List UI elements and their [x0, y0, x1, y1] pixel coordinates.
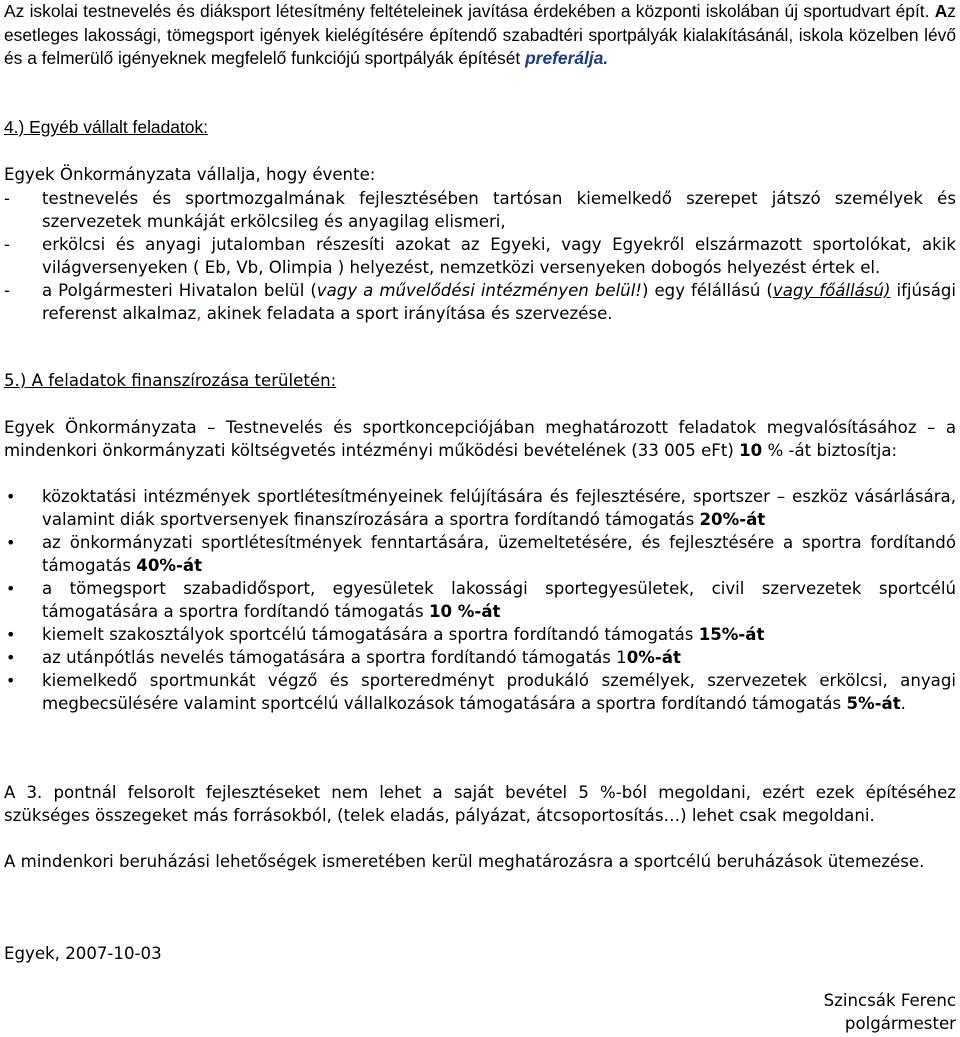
signer-title: polgármester: [844, 1014, 956, 1033]
section5-paragraph-bold: 10: [739, 441, 763, 460]
list-item: [4, 623, 956, 646]
bullet-marker: •: [6, 625, 16, 644]
signature-block: [4, 989, 956, 1035]
list-item: [4, 279, 956, 325]
list-item-italic: vagy a művelődési intézményen belül!: [316, 281, 642, 300]
section5-paragraph-text: Egyek Önkormányzata – Testnevelés és sportkoncepciójában meghatározott feladatok megvalósításához – a mindenkori önkormányzati költségvetés intézményi működési bevételének (33 005 eFt): [4, 418, 956, 460]
section5-paragraph-text: % -át biztosítja:: [762, 441, 898, 460]
intro-text-part2: z esetleges lakossági, tömegsport igények kielégítésére építendő szabadtéri sportpályák kialakításánál, iskola közelben lévő és a felmerülő igényeknek megfelelő funkciójú sportpályák építését: [4, 1, 956, 68]
list-item-text: testnevelés és sportmozgalmának fejlesztésében tartósan kiemelkedő szerepet játszó személyek és szervezetek munkáját erkölcsileg és anyagilag elismeri,: [42, 189, 956, 231]
section5-heading-number: 5.): [4, 371, 27, 390]
list-item: [4, 669, 956, 715]
list-item: [4, 577, 956, 623]
bullet-marker: •: [6, 579, 16, 598]
dash-marker: -: [4, 281, 10, 300]
list-item-bold: 10 %-át: [428, 602, 501, 621]
section4-list: [4, 187, 956, 325]
intro-paragraph: [4, 0, 956, 71]
section4-heading: [4, 116, 956, 140]
closing-paragraph-2-text: A mindenkori beruházási lehetőségek ismeretében kerül meghatározásra a sportcélú beruházások ütemezése.: [4, 852, 925, 871]
bullet-marker: •: [6, 487, 16, 506]
list-item: [4, 646, 956, 669]
section5-paragraph: [4, 416, 956, 462]
list-item-bold: 20%-át: [699, 510, 766, 529]
intro-text-part1: Az iskolai testnevelés és diáksport létesítmény feltételeinek javítása érdekében a központi iskolában új sportudvart épít.: [4, 1, 935, 21]
list-item-bold: 5%-át: [846, 694, 901, 713]
list-item-text: az utánpótlás nevelés támogatására a sportra fordítandó támogatás 1: [42, 648, 627, 667]
list-item-text: ifjúsági referenst alkalmaz: [42, 281, 957, 323]
bullet-marker: •: [6, 648, 16, 667]
list-item-text: a Polgármesteri Hivatalon belül (: [42, 281, 317, 300]
list-item-text: akinek feladata a sport irányítása és szervezése.: [201, 304, 613, 323]
bullet-marker: •: [6, 671, 16, 690]
section4-heading-text: 4.) Egyéb vállalt feladatok:: [4, 117, 208, 137]
section5-heading: [4, 369, 956, 392]
bullet-marker: •: [6, 533, 16, 552]
list-item-text: kiemelkedő sportmunkát végző és sporteredményt produkáló személyek, szervezetek erkölcsi, anyagi megbecsülésére valamint sportcélú vállalkozások támogatására a sportra fordítandó támogatás: [42, 671, 956, 713]
intro-capital-a: A: [934, 1, 948, 21]
signer-name: Szincsák Ferenc: [823, 991, 956, 1010]
place-date-text: Egyek, 2007-10-03: [4, 944, 162, 963]
list-item-bold: 40%-át: [136, 556, 203, 575]
list-item-text: erkölcsi és anyagi jutalomban részesíti azokat az Egyeki, vagy Egyekről elszármazott sportolókat, akik világversenyeken ( Eb, Vb, Olimpia ) helyezést, nemzetközi versenyeken dobogós helyezést értek el.: [42, 235, 956, 277]
closing-paragraph-1: [4, 781, 956, 827]
list-item-text: ) egy félállású (: [641, 281, 773, 300]
list-item-tail: .: [900, 694, 906, 713]
section5-heading-text: A feladatok finanszírozása területén:: [26, 371, 337, 390]
list-item-text: kiemelt szakosztályok sportcélú támogatására a sportra fordítandó támogatás: [42, 625, 699, 644]
list-item-italic-underlined: vagy főállású): [772, 281, 891, 300]
section5-bullet-list: [4, 485, 956, 715]
section4-lead: [4, 163, 956, 186]
dash-marker: -: [4, 235, 10, 254]
closing-paragraph-1-text: A 3. pontnál felsorolt fejlesztéseket nem lehet a saját bevétel 5 %-ból megoldani, ezért ezek építéséhez szükséges összegeket más forrásokból, (telek eladás, pályázat, átcsoportosítás…) lehet csak megoldani.: [4, 783, 956, 825]
list-item-bold: 0%-át: [626, 648, 681, 667]
section4-lead-text: Egyek Önkormányzata vállalja, hogy évente:: [4, 165, 376, 184]
place-date: [4, 942, 956, 965]
list-item-bold: 15%-át: [698, 625, 765, 644]
closing-paragraph-2: [4, 850, 956, 873]
list-item: [4, 187, 956, 233]
list-item: [4, 485, 956, 531]
list-item-text: az önkormányzati sportlétesítmények fenntartására, üzemeltetésére, és fejlesztésére a sportra fordítandó támogatás: [42, 533, 956, 575]
list-item: [4, 531, 956, 577]
red-comma: ,: [196, 304, 202, 323]
list-item: [4, 233, 956, 279]
list-item-text: közoktatási intézmények sportlétesítményeinek felújítására és fejlesztésére, sportszer – eszköz vásárlására, valamint diák sportversenyek finanszírozására a sportra fordítandó támogatás: [42, 487, 956, 529]
dash-marker: -: [4, 189, 10, 208]
intro-emphasis: preferálja.: [525, 48, 609, 68]
list-item-text: a tömegsport szabadidősport, egyesületek lakossági sportegyesületek, civil szervezetek sportcélú támogatására a sportra fordítandó támogatás: [42, 579, 956, 621]
